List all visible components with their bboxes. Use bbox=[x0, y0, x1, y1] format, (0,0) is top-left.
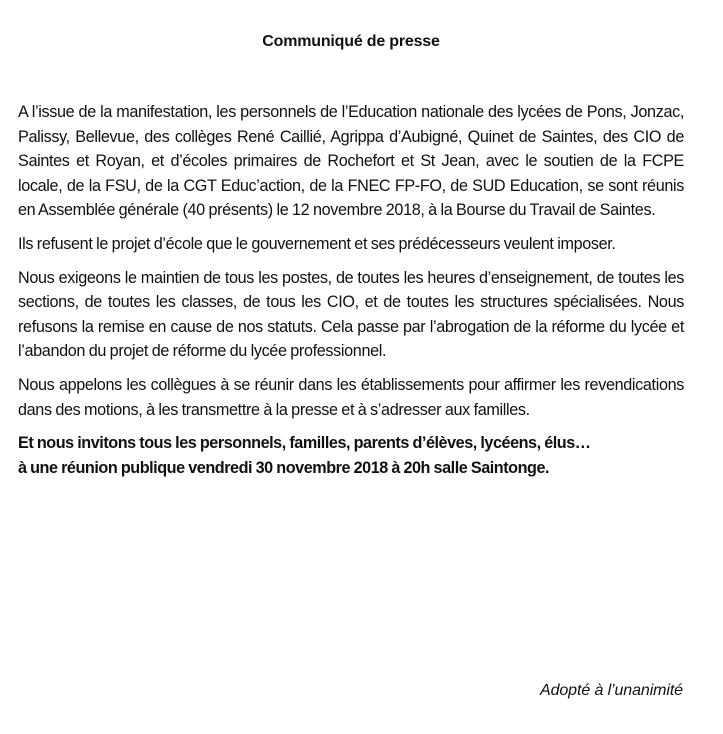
paragraph-call-to-colleagues: Nous appelons les collègues à se réunir dans les établissements pour affirmer les revendications dans des motions, à les transmettre à la presse et à s’adresser aux familles. bbox=[18, 375, 684, 419]
paragraph-demands: Nous exigeons le maintien de tous les postes, de toutes les heures d’enseignement, de toutes les sections, de toutes les classes, de tous les CIO, et de toutes les structures spécialisées. Nous refusons la remise en cause de nos statuts. Cela passe par l’abrogation de la réforme du lycée et l’abandon du projet de réforme du lycée professionnel. bbox=[18, 268, 684, 361]
paragraph-assembly: A l’issue de la manifestation, les personnels de l’Education nationale des lycées de Pons, Jonzac, Palissy, Bellevue, des collèges René Caillié, Agrippa d’Aubigné, Quinet de Saintes, des CIO de Saintes et Royan, et d’écoles primaires de Rochefort et St Jean, avec le soutien de la FCPE locale, de la FSU, de la CGT Educ’action, de la FNEC FP-FO, de SUD Education, se sont réunis en Assemblée générale (40 présents) le 12 novembre 2018, à la Bourse du Travail de Saintes. bbox=[18, 103, 684, 220]
document-body bbox=[18, 100, 684, 489]
document-title: Communiqué de presse bbox=[262, 33, 440, 50]
invitation-paragraph bbox=[18, 431, 684, 480]
paragraph-refusal: Ils refusent le projet d’école que le gouvernement et ses prédécesseurs veulent imposer. bbox=[18, 234, 616, 253]
invitation-line-1: Et nous invitons tous les personnels, familles, parents d’élèves, lycéens, élus… bbox=[18, 434, 591, 453]
invitation-line-2: à une réunion publique vendredi 30 novembre 2018 à 20h salle Saintonge. bbox=[18, 458, 550, 477]
signature-adopted: Adopté à l’unanimité bbox=[540, 682, 683, 699]
